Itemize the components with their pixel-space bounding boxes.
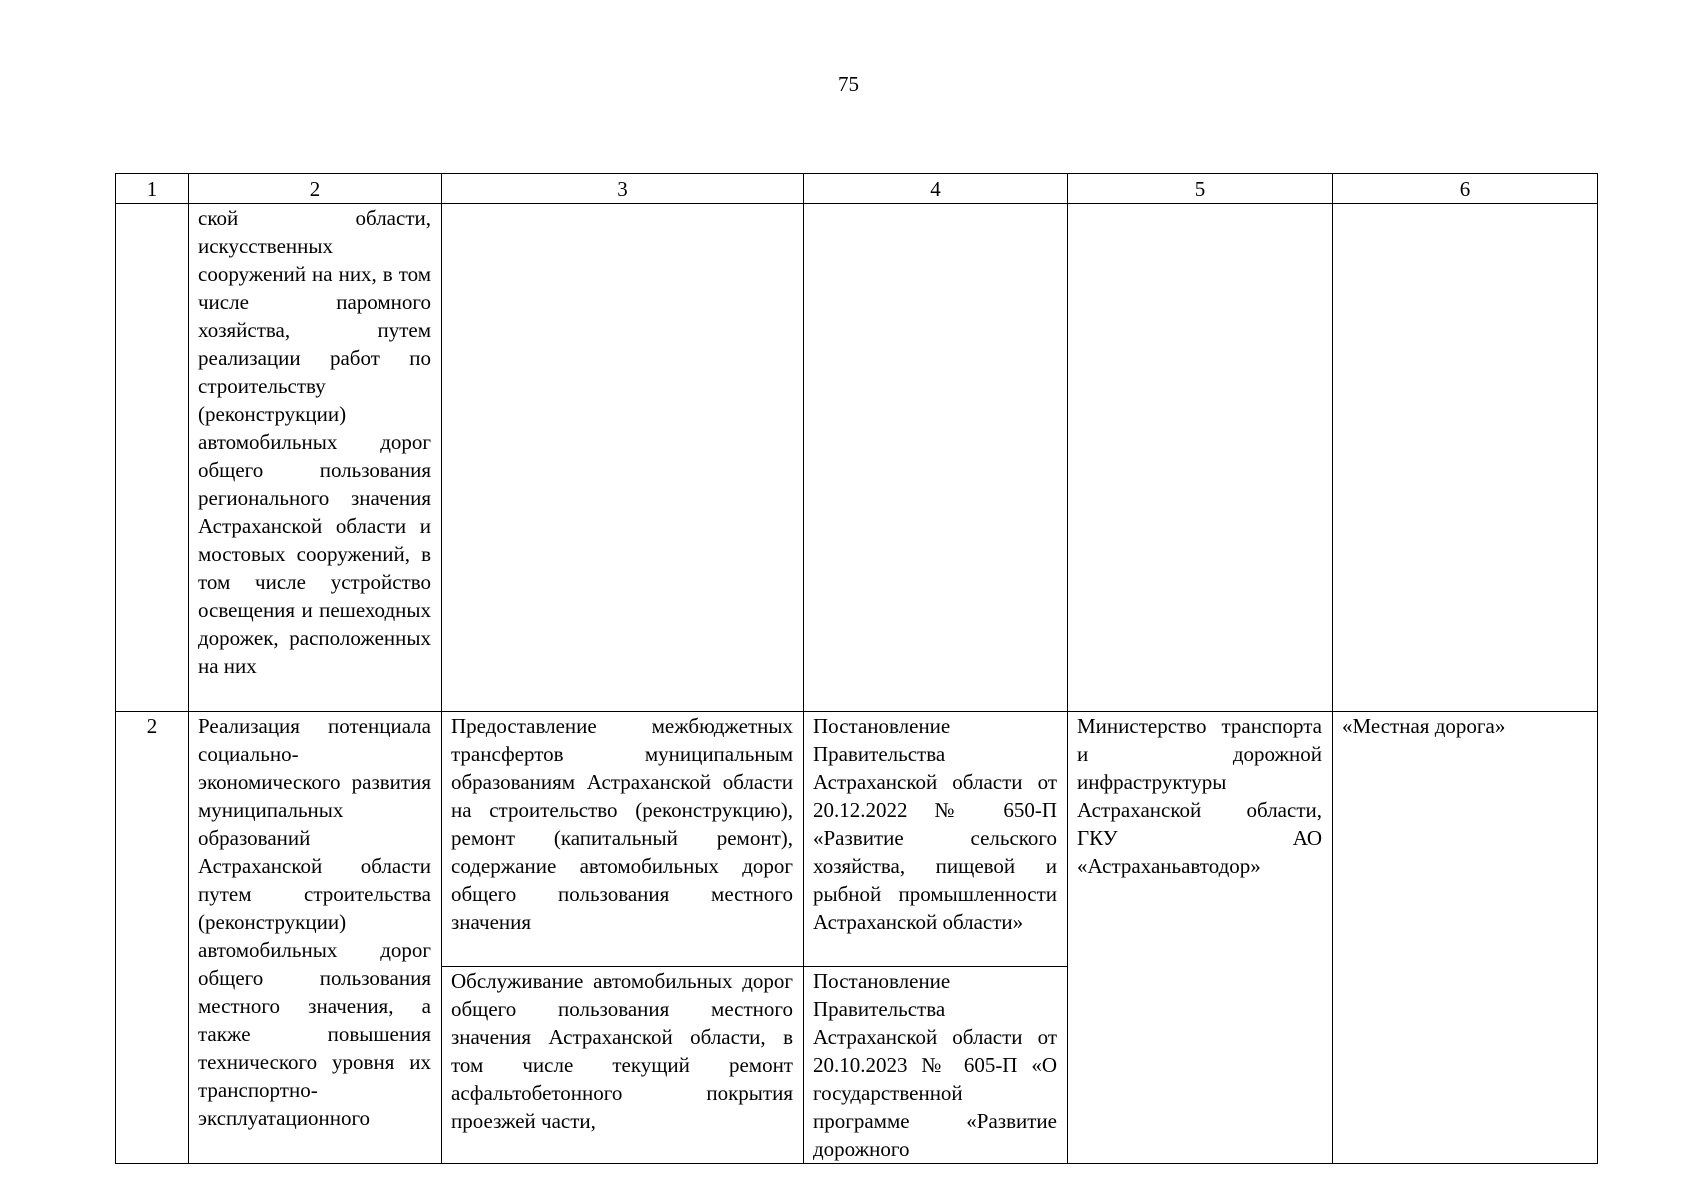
- header-cell-1: 1: [116, 174, 189, 204]
- row1-project-cell: [1333, 204, 1598, 712]
- header-cell-3: 3: [442, 174, 804, 204]
- row2-measure-cell-b: Обслуживание автомобильных дорог общего пользования местного значения Астраханской области, в том числе текущий ремонт асфальтобетонного покрытия проезжей части,: [442, 967, 804, 1164]
- table-row: [116, 204, 1598, 712]
- row2-document-cell-b: Постановление Правительства Астраханской области от 20.10.2023 № 605-П «О государственной программе «Развитие дорожного: [804, 967, 1068, 1164]
- header-cell-6: 6: [1333, 174, 1598, 204]
- row1-document-cell: [804, 204, 1068, 712]
- table-row: [116, 712, 1598, 967]
- header-cell-2: 2: [189, 174, 442, 204]
- program-table: [115, 173, 1598, 1164]
- header-cell-4: 4: [804, 174, 1068, 204]
- header-cell-5: 5: [1068, 174, 1333, 204]
- row2-number-cell: 2: [116, 712, 189, 1164]
- row1-measure-cell: [442, 204, 804, 712]
- row1-number-cell: [116, 204, 189, 712]
- row1-executor-cell: [1068, 204, 1333, 712]
- row2-measure-cell-a: Предоставление межбюджетных трансфертов муниципальным образованиям Астраханской области на строительство (реконструкцию), ремонт (капитальный ремонт), содержание автомобильных дорог общего пользования местного значения: [442, 712, 804, 967]
- page-number: 75: [838, 72, 859, 96]
- row2-document-cell-a: Постановление Правительства Астраханской области от 20.12.2022 № 650-П «Развитие сельского хозяйства, пищевой и рыбной промышленности Астраханской области»: [804, 712, 1068, 967]
- row1-task-cell: ской области, искусственных сооружений на них, в том числе паромного хозяйства, путем реализации работ по строительству (реконструкции) автомобильных дорог общего пользования регионального значения Астраханской области и мостовых сооружений, в том числе устройство освещения и пешеходных дорожек, расположенных на них: [189, 204, 442, 712]
- row2-executor-cell: Министерство транспорта и дорожной инфраструктуры Астраханской области, ГКУ АО «Астраханьавтодор»: [1068, 712, 1333, 1164]
- row2-project-cell: «Местная дорога»: [1333, 712, 1598, 1164]
- header-row: [116, 174, 1598, 204]
- row2-task-cell: Реализация потенциала социально-экономического развития муниципальных образований Астраханской области путем строительства (реконструкции) автомобильных дорог общего пользования местного значения, а также повышения технического уровня их транспортно-эксплуатационного: [189, 712, 442, 1164]
